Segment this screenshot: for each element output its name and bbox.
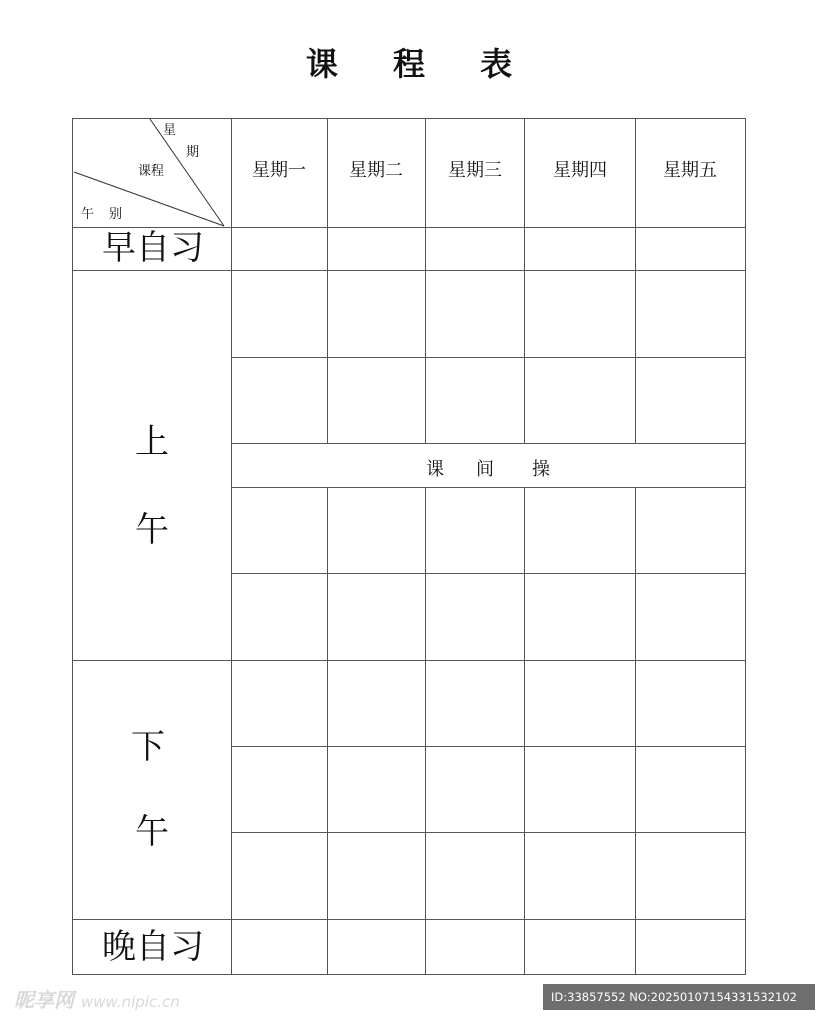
row-label-morning-study: 早自习 [102, 228, 204, 268]
watermark-url: www.nipic.cn [80, 993, 180, 1011]
row-label-afternoon-char2: 午 [135, 812, 169, 852]
image-id-bar: ID:33857552 NO:20250107154331532102 [543, 984, 815, 1010]
site-watermark [14, 984, 180, 1013]
break-exercise-char3: 操 [532, 459, 550, 480]
page-title: 课 程 表 [305, 45, 535, 83]
row-label-morning-char2: 午 [135, 510, 169, 550]
corner-week-char1: 星 [163, 123, 177, 138]
corner-diagonal-line [74, 172, 224, 226]
corner-course-label: 课程 [138, 164, 165, 179]
row-label-evening-study: 晚自习 [102, 927, 204, 967]
watermark-brand: 昵享网 [14, 988, 74, 1012]
row-label-afternoon-char1: 下 [131, 727, 165, 767]
corner-period-char1: 午 [81, 207, 95, 222]
day-header-monday: 星期一 [252, 160, 306, 181]
row-label-morning-char1: 上 [135, 422, 169, 462]
corner-week-char2: 期 [186, 145, 200, 160]
break-exercise-char1: 课 [426, 459, 444, 480]
day-header-friday: 星期五 [663, 160, 717, 181]
day-header-wednesday: 星期三 [448, 160, 502, 181]
day-header-tuesday: 星期二 [349, 160, 403, 181]
break-exercise-char2: 间 [476, 459, 494, 480]
corner-period-char2: 别 [109, 207, 123, 222]
day-header-thursday: 星期四 [553, 160, 607, 181]
